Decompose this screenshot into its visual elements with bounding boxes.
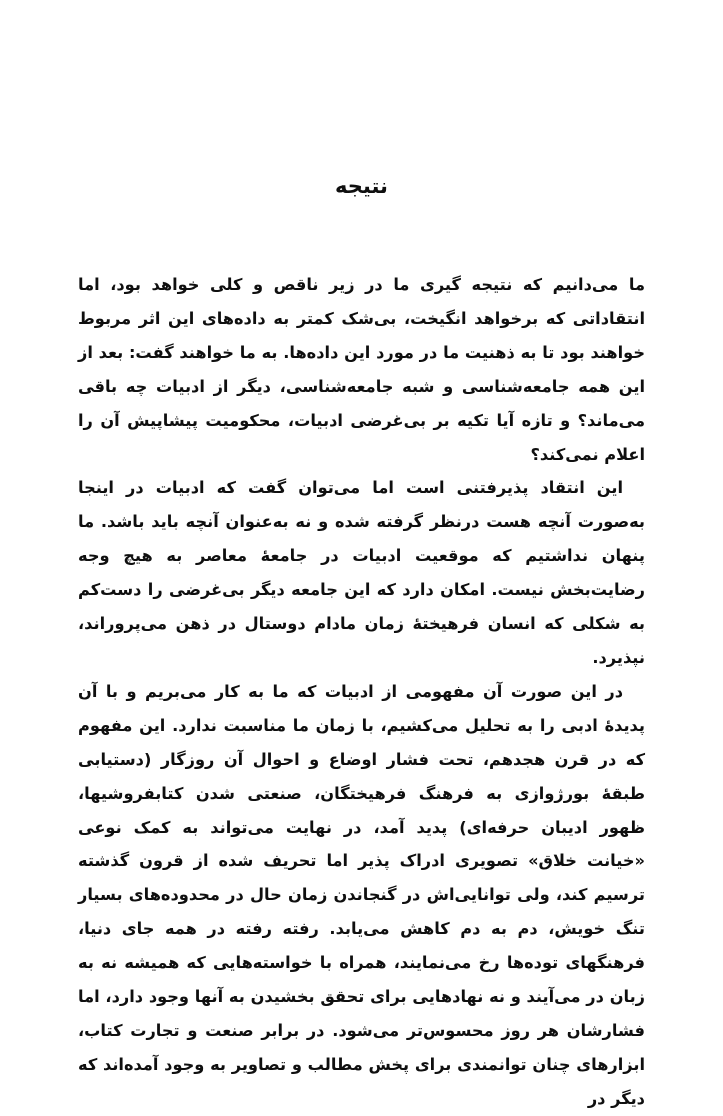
body-text — [78, 268, 645, 1116]
paragraph-1: ما می‌دانیم که نتیجه گیری ما در زیر ناقص و کلی خواهد بود، اما انتقاداتی که برخواهد انگیخت، بی‌شک کمتر به داده‌های این اثر مربوط خواهند بود تا به ذهنیت ما در مورد این داده‌ها. به ما خواهند گفت: بعد از این همه جامعه‌شناسی و شبه جامعه‌شناسی، دیگر از ادبیات چه باقی می‌ماند؟ و تازه آیا تکیه بر بی‌غرضی ادبیات، محکومیت پیشاپیش آن را اعلام نمی‌کند؟ — [78, 275, 645, 464]
chapter-title: نتیجه — [335, 174, 388, 198]
paragraph-3: در این صورت آن مفهومی از ادبیات که ما به کار می‌بریم و با آن پدیدهٔ ادبی را به تحلیل می‌کشیم، با زمان ما مناسبت ندارد. این مفهوم که در قرن هجدهم، تحت فشار اوضاع و احوال آن روزگار (دستیابی طبقهٔ بورژوازی به فرهنگ فرهیختگان، صنعتی شدن کتابفروشیها، ظهور ادیبان حرفه‌ای) پدید آمد، در نهایت می‌تواند به کمک نوعی «خیانت خلاق» تصویری ادراک پذیر اما تحریف شده از قرون گذشته ترسیم کند، ولی توانایی‌اش در گنجاندن زمان حال در محدوده‌های بسیار تنگ خویش، دم به دم کاهش می‌یابد. رفته رفته در همه جای دنیا، فرهنگهای توده‌ها رخ می‌نمایند، همراه با خواسته‌هایی که همیشه نه به زبان در می‌آیند و نه نهادهایی برای تحقق بخشیدن به آنها وجود دارد، اما فشارشان هر روز محسوس‌تر می‌شود. در برابر صنعت و تجارت کتاب، ابزارهای چنان توانمندی برای پخش مطالب و تصاویر به وجود آمده‌اند که دیگر در — [78, 681, 645, 1108]
paragraph-2: این انتقاد پذیرفتنی است اما می‌توان گفت که ادبیات در اینجا به‌صورت آنچه هست درنظر گرفته شده و نه به‌عنوان آنچه باید باشد. ما پنهان نداشتیم که موقعیت ادبیات در جامعهٔ معاصر به هیچ وجه رضایت‌بخش نیست. امکان دارد که این جامعه دیگر بی‌غرضی را دست‌کم به شکلی که انسان فرهیختهٔ زمان مادام دوستال در ذهن می‌پروراند، نپذیرد. — [78, 478, 645, 667]
